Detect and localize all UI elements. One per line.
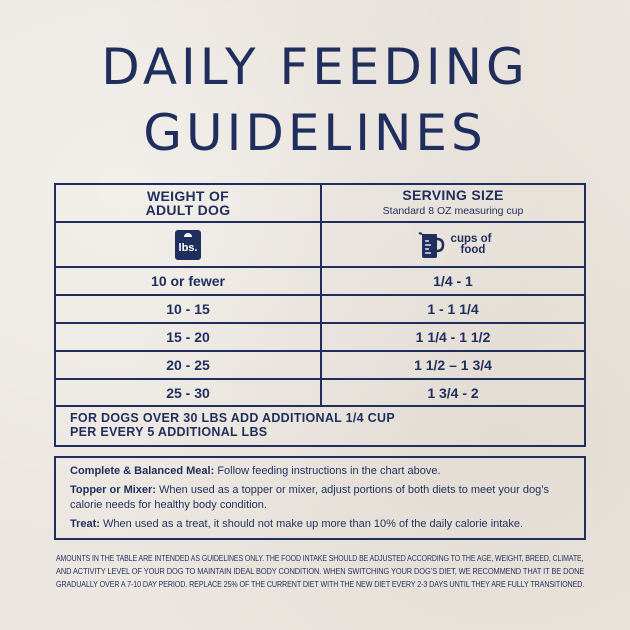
weight-cell: 15 - 20 — [166, 329, 210, 345]
complete-meal-note — [70, 464, 570, 479]
large-dog-note-line-2: PER EVERY 5 ADDITIONAL LBS — [70, 425, 268, 439]
serving-cell: 1 1/2 – 1 3/4 — [414, 357, 492, 373]
measuring-cup-icon — [415, 230, 445, 260]
large-dog-note-line-1: FOR DOGS OVER 30 LBS ADD ADDITIONAL 1/4 CUP — [70, 411, 395, 425]
serving-cell: 1 3/4 - 2 — [427, 384, 479, 401]
weight-cell: 10 - 15 — [166, 301, 210, 317]
page-title-line-1: DAILY FEEDING — [101, 38, 529, 96]
complete-meal-label: Complete & Balanced Meal: — [70, 465, 215, 477]
scale-icon-label: lbs. — [178, 241, 198, 254]
usage-info-box — [54, 456, 586, 540]
weight-cell: 20 - 25 — [166, 357, 210, 373]
weight-icon-cell — [56, 223, 320, 266]
weight-header-line-2: ADULT DOG — [145, 202, 231, 218]
topper-text: When used as a topper or mixer, adjust portions of both diets to meet your dog’s calorie needs for healthy body condition. — [70, 484, 549, 511]
fine-print-line-2: AND ACTIVITY LEVEL OF YOUR DOG TO MAINTAIN IDEAL BODY CONDITION. WHEN SWITCHING YOUR DOG’S DIET, WE RECOMMEND THAT IT BE DONE — [56, 567, 585, 576]
serving-cell: 1 - 1 1/4 — [427, 301, 479, 317]
serving-header-subtitle: Standard 8 OZ measuring cup — [382, 205, 524, 217]
treat-label: Treat: — [70, 518, 100, 530]
complete-meal-text: Follow feeding instructions in the chart above. — [214, 465, 441, 477]
cup-label-line-1: cups of — [450, 232, 492, 245]
serving-header-title: SERVING SIZE — [402, 187, 504, 203]
weight-header-line-1: WEIGHT OF — [146, 188, 230, 204]
fine-print-line-1: AMOUNTS IN THE TABLE ARE INTENDED AS GUIDELINES ONLY. THE FOOD INTAKE SHOULD BE ADJUSTED ACCORDING TO THE AGE, WEIGHT, BREED, CLIMATE, — [56, 554, 584, 563]
weight-cell: 10 or fewer — [151, 273, 225, 289]
table-divider — [56, 405, 584, 407]
cup-icon-cell — [322, 223, 584, 266]
topper-note — [70, 483, 570, 513]
fine-print — [56, 552, 586, 591]
serving-cell: 1 1/4 - 1 1/2 — [415, 329, 491, 345]
page-title-line-2: GUIDELINES — [143, 104, 487, 162]
treat-note — [70, 517, 570, 532]
serving-cell: 1/4 - 1 — [433, 273, 473, 289]
weight-header — [56, 185, 320, 221]
weight-cell: 25 - 30 — [166, 384, 210, 401]
cup-label-line-2: food — [460, 243, 486, 256]
large-dog-note — [70, 411, 570, 439]
scale-icon — [175, 230, 201, 260]
feeding-table — [54, 183, 586, 447]
treat-text: When used as a treat, it should not make up more than 10% of the daily calorie intake. — [99, 518, 524, 530]
topper-label: Topper or Mixer: — [70, 484, 156, 496]
fine-print-line-3: GRADUALLY OVER A 7-10 DAY PERIOD. REPLACE 25% OF THE CURRENT DIET WITH THE NEW DIET EVERY 2-3 DAYS UNTIL THEY ARE FULLY TRANSITIONED. — [56, 580, 585, 589]
serving-header — [322, 185, 584, 221]
